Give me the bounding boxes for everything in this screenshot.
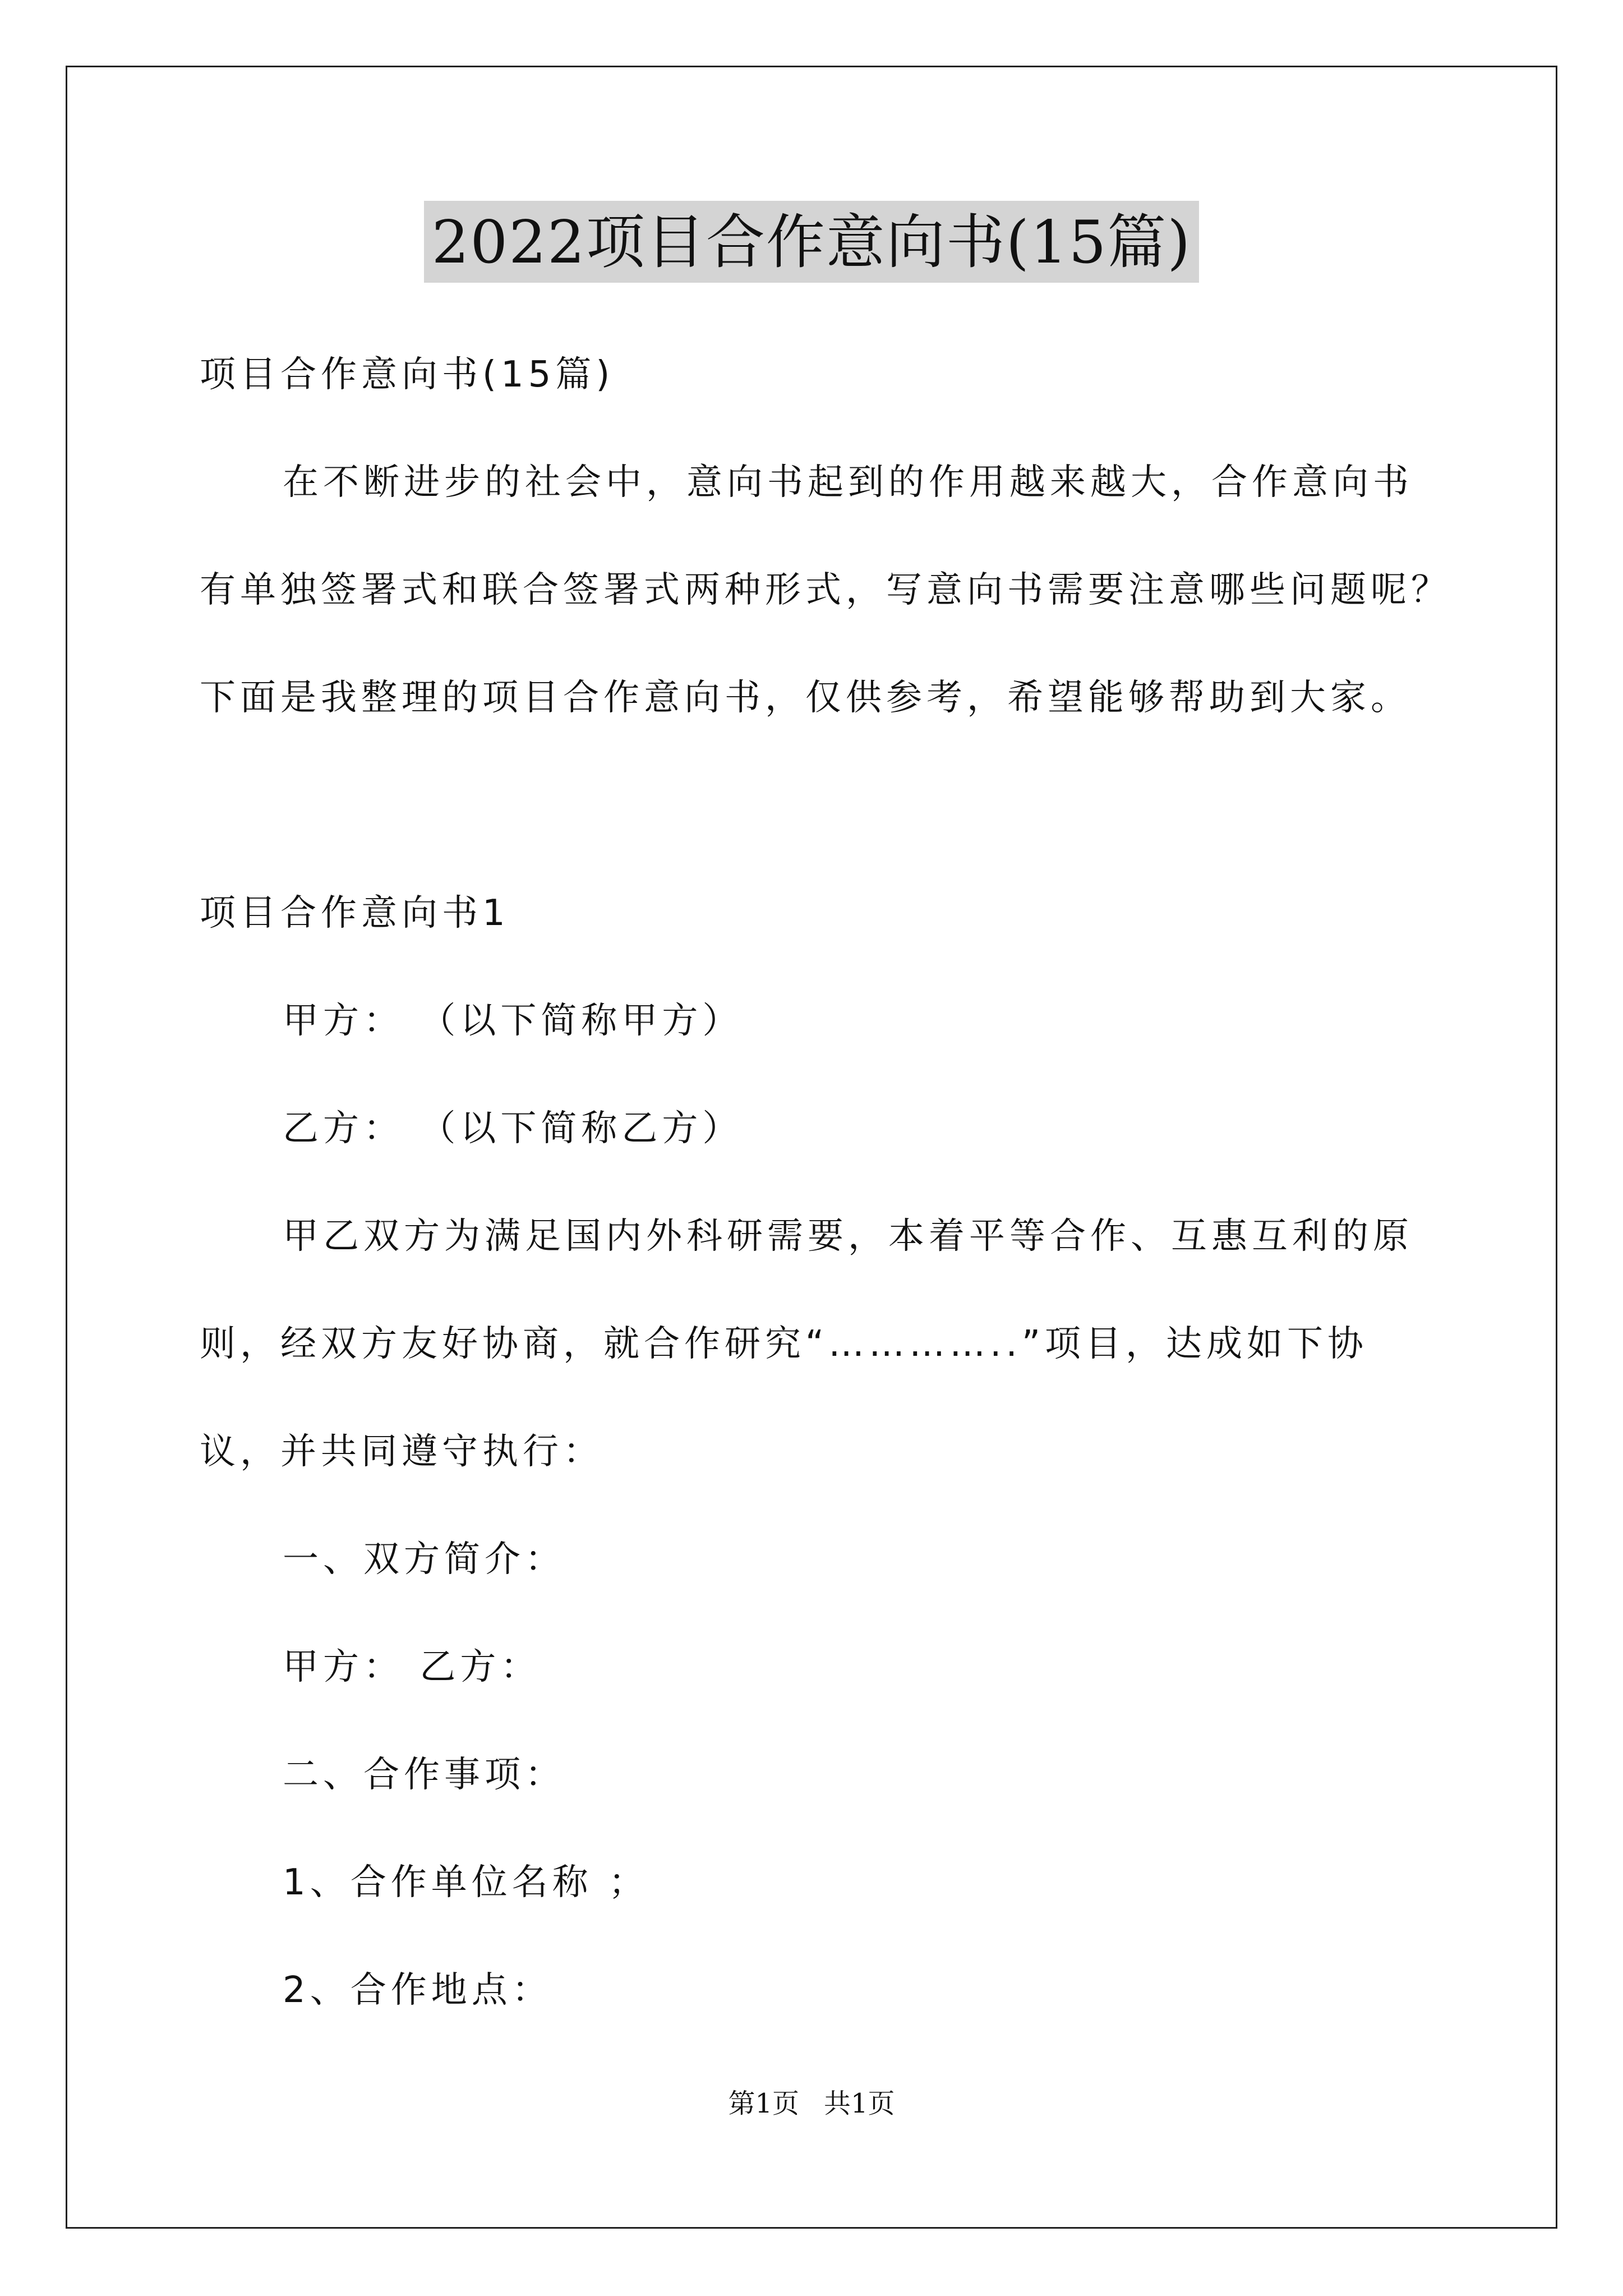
- intro-line-2: 有单独签署式和联合签署式两种形式，写意向书需要注意哪些问题呢？: [200, 569, 1451, 611]
- item-1: 1、合作单位名称 ；: [283, 1862, 649, 1903]
- parties-line: 甲方： 乙方：: [283, 1646, 541, 1688]
- party-b-line: 乙方： （以下简称乙方）: [283, 1108, 743, 1149]
- intro-line-3: 下面是我整理的项目合作意向书，仅供参考，希望能够帮助到大家。: [200, 677, 1411, 719]
- clause-2-heading: 二、合作事项：: [283, 1754, 565, 1796]
- page-footer: [0, 2087, 1623, 2120]
- page-current: 第1页: [728, 2088, 799, 2119]
- page-total: 共1页: [824, 2088, 895, 2119]
- item-2: 2、合作地点：: [283, 1970, 552, 2011]
- section-heading: 项目合作意向书1: [200, 892, 510, 934]
- subtitle: 项目合作意向书(15篇): [200, 354, 615, 395]
- intro-line-1: 在不断进步的社会中，意向书起到的作用越来越大，合作意向书: [283, 462, 1413, 503]
- clause-1-heading: 一、双方简介：: [283, 1539, 565, 1580]
- purpose-line-3: 议，并共同遵守执行：: [200, 1431, 603, 1473]
- title-container: [0, 201, 1623, 283]
- party-a-line: 甲方： （以下简称甲方）: [283, 1000, 743, 1042]
- purpose-line-2: 则，经双方友好协商，就合作研究“…………..”项目，达成如下协: [200, 1323, 1368, 1365]
- document-title: 2022项目合作意向书(15篇): [424, 201, 1200, 283]
- purpose-line-1: 甲乙双方为满足国内外科研需要，本着平等合作、互惠互利的原: [283, 1216, 1413, 1257]
